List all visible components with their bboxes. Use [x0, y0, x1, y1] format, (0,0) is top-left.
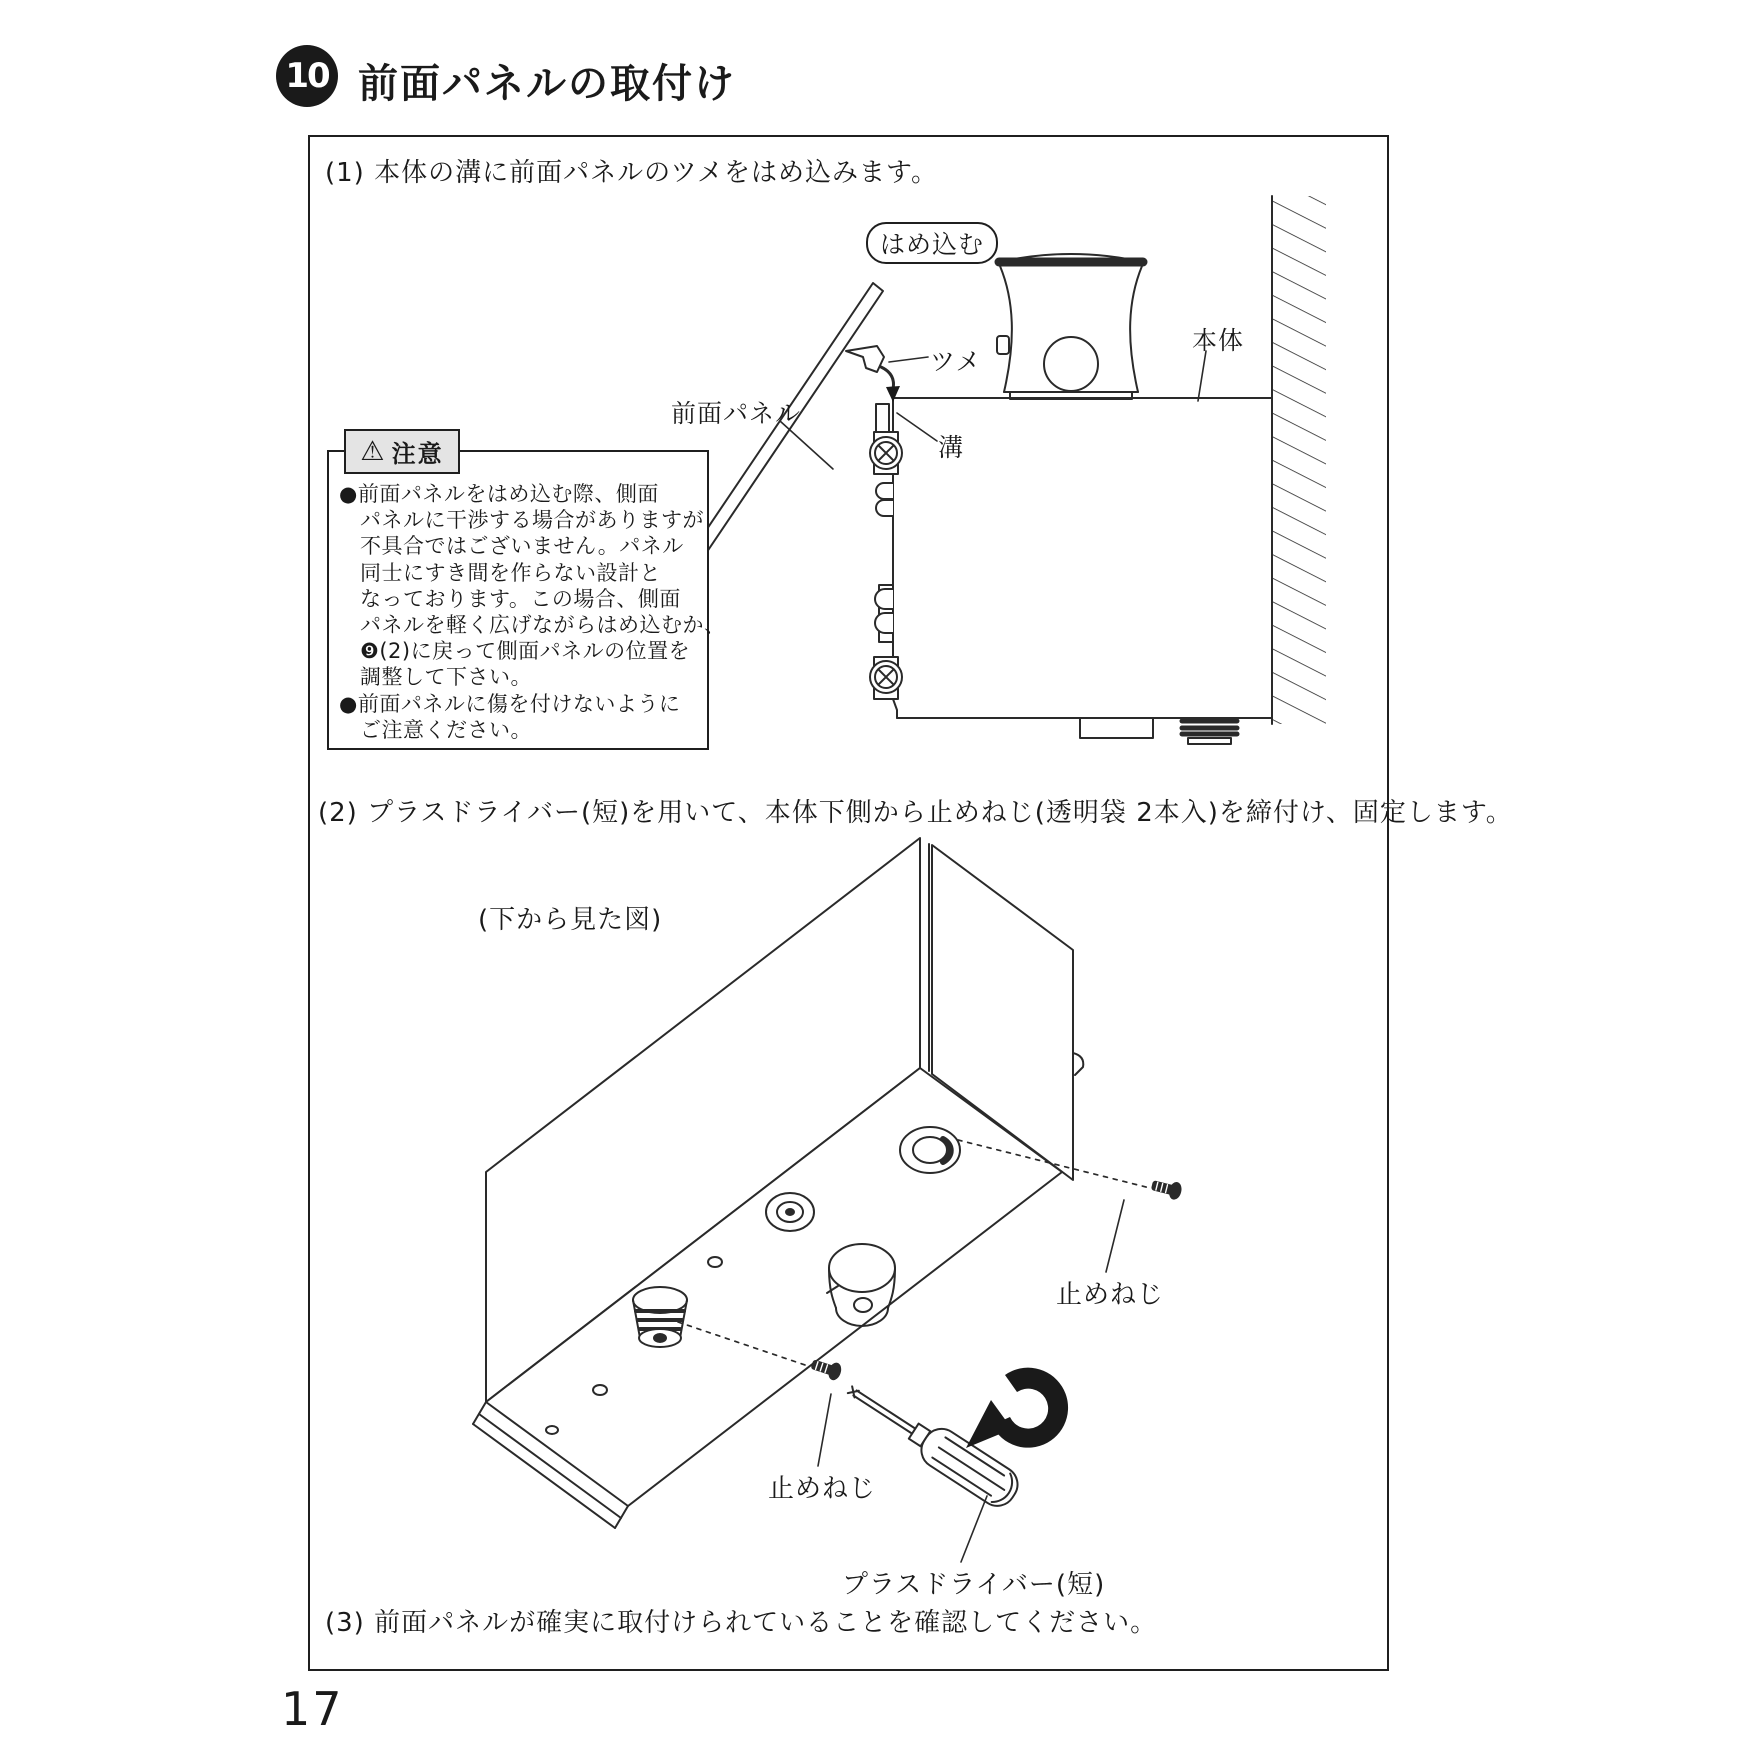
caution-header	[344, 429, 460, 474]
caution-line: ●前面パネルをはめ込む際、側面	[339, 482, 659, 506]
caution-line: 同士にすき間を作らない設計と	[360, 560, 661, 585]
caution-line: ご注意ください。	[360, 717, 532, 742]
caution-line: 調整して下さい。	[360, 665, 532, 690]
insert-action-label: はめ込む	[866, 222, 998, 264]
bottom-view-caption: (下から見た図)	[478, 905, 663, 935]
set-screw-label-right: 止めねじ	[1056, 1280, 1165, 1310]
caution-line: パネルを軽く広げながらはめ込むか、	[360, 613, 726, 638]
warning-icon: ⚠	[360, 436, 385, 467]
caution-line: 不具合ではございません。パネル	[360, 534, 684, 559]
section-number: 10	[285, 56, 329, 96]
groove-label: 溝	[938, 433, 965, 462]
screwdriver-label: プラスドライバー(短)	[842, 1570, 1106, 1600]
caution-line: ❾(2)に戻って側面パネルの位置を	[360, 639, 691, 664]
caution-text-block	[339, 481, 726, 743]
tab-label: ツメ	[930, 347, 982, 376]
set-screw-label-left: 止めねじ	[768, 1474, 877, 1504]
content-border-box	[308, 135, 1389, 1671]
caution-header-label: 注意	[391, 440, 444, 468]
step-3-text: (3) 前面パネルが確実に取付けられていることを確認してください。	[325, 1608, 1158, 1638]
page-number: 17	[281, 1682, 344, 1736]
step-1-text: (1) 本体の溝に前面パネルのツメをはめ込みます。	[325, 158, 938, 188]
caution-line: パネルに干渉する場合がありますが	[360, 508, 704, 533]
page-title: 前面パネルの取付け	[358, 61, 736, 107]
caution-line: ●前面パネルに傷を付けないように	[339, 691, 681, 716]
step-2-text: (2) プラスドライバー(短)を用いて、本体下側から止めねじ(透明袋 2本入)を締付け、固定します。	[318, 798, 1513, 828]
section-number-badge	[276, 45, 338, 107]
caution-line: なっております。この場合、側面	[360, 586, 681, 611]
main-body-label: 本体	[1192, 326, 1245, 355]
front-panel-label: 前面パネル	[671, 399, 802, 428]
